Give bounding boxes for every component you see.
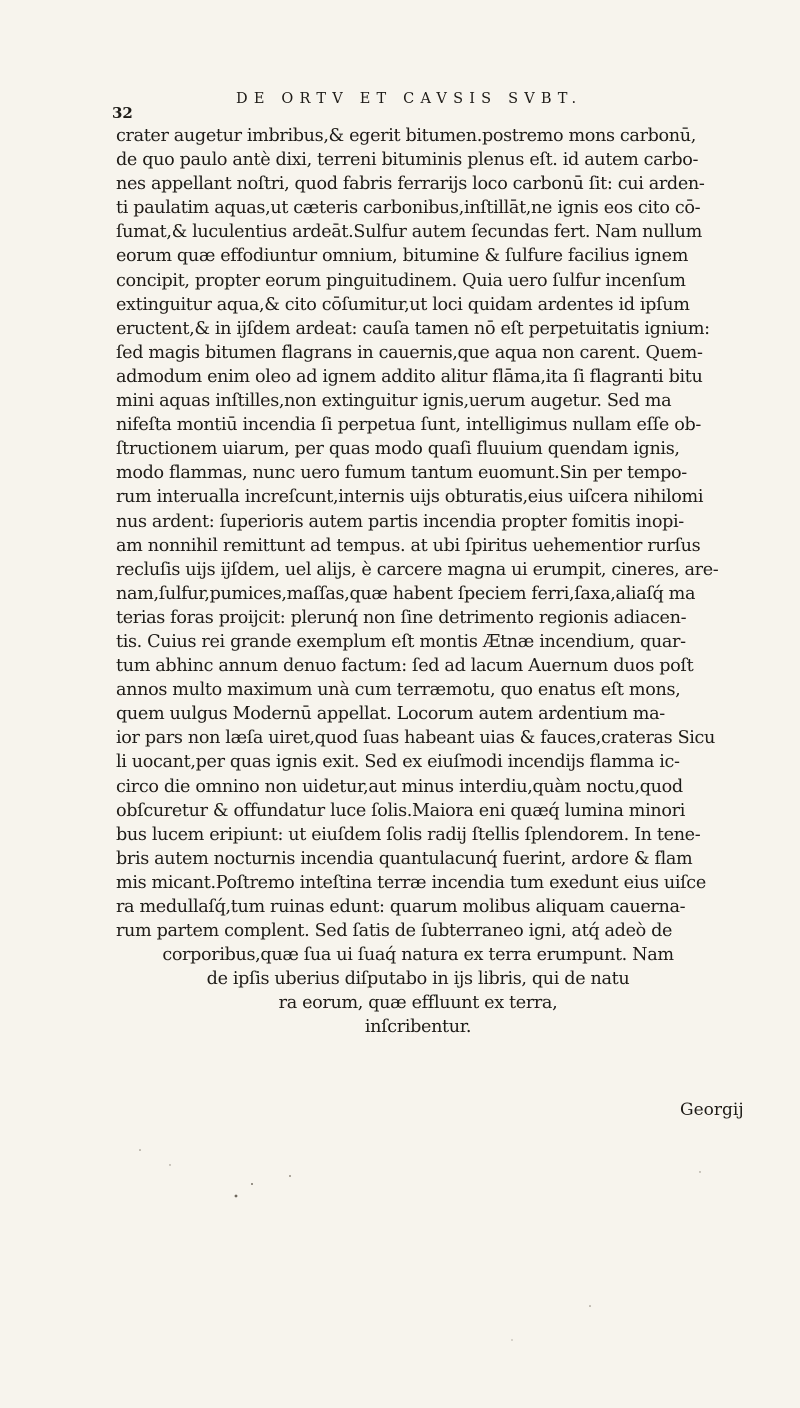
text-line: extinguitur aqua,& cito cōſumitur,ut loci quidam ardentes id ipſum <box>116 294 690 315</box>
text-line-centered: inſcribentur. <box>364 1017 472 1038</box>
text-line: bus lucem eripiunt: ut eiuſdem ſolis radij ſtellis ſplendorem. In tene- <box>116 824 701 845</box>
text-line: de quo paulo antè dixi, terreni bituminis plenus eſt. id autem carbo- <box>116 150 699 171</box>
text-line: annos multo maximum unà cum terræmotu, quo enatus eſt mons, <box>116 680 681 701</box>
text-line: tis. Cuius rei grande exemplum eſt montis Ætnæ incendium, quar- <box>116 631 686 652</box>
text-line: nifeſta montiū incendia ſi perpetua ſunt, intelligimus nullam eſſe ob- <box>116 415 701 436</box>
text-line: eorum quæ effodiuntur omnium, bitumine & ſulfure facilius ignem <box>116 246 689 267</box>
text-line: obſcuretur & offundatur luce ſolis.Maiora eni quæq́ lumina minori <box>116 800 685 821</box>
text-line: ra medullaſq́,tum ruinas edunt: quarum molibus aliquam cauerna- <box>116 897 686 917</box>
text-line: mini aquas inſtilles,non extinguitur ignis,uerum augetur. Sed ma <box>116 391 672 412</box>
text-line: eructent,& in ijſdem ardeat: cauſa tamen nō eſt perpetuitatis ignium: <box>116 318 710 339</box>
text-line: am nonnihil remittunt ad tempus. at ubi ſpiritus uehementior rurſus <box>116 535 701 556</box>
text-line: ior pars non læſa uiret,quod ſuas habeant uias & fauces,crateras Sicu <box>116 728 716 749</box>
text-line: ſed magis bitumen flagrans in cauernis,que aqua non carent. Quem- <box>116 342 703 363</box>
text-line: admodum enim oleo ad ignem addito alitur flāma,ita ſi flagranti bitu <box>116 366 703 387</box>
text-line: nes appellant noſtri, quod fabris ferrarijs loco carbonū ſit: cui arden- <box>116 174 705 195</box>
text-line: rum interualla increſcunt,internis uijs obturatis,eius uiſcera nihilomi <box>116 487 704 508</box>
text-line: tum abhinc annum denuo factum: ſed ad lacum Auernum duos poſt <box>116 656 694 677</box>
body-text <box>116 124 720 1040</box>
text-line: terias foras proijcit: plerunq́ non ſine detrimento regionis adiacen- <box>116 607 687 628</box>
text-line: ſtructionem uiarum, per quas modo quaſi fluuium quendam ignis, <box>116 439 680 460</box>
catchword: Georgij <box>680 1100 744 1120</box>
text-line: quem uulgus Modernū appellat. Locorum autem ardentium ma- <box>116 704 665 725</box>
text-line: ti paulatim aquas,ut cæteris carbonibus,inſtillāt,ne ignis eos cito cō- <box>116 198 701 219</box>
text-line: concipit, propter eorum pinguitudinem. Quia uero ſulfur incenſum <box>116 270 686 291</box>
page-header <box>0 88 800 122</box>
text-line-centered: corporibus,quæ ſua ui ſuaq́ natura ex terra erumpunt. Nam <box>162 945 674 966</box>
running-head: DE ORTV ET CAVSIS SVBT. <box>236 91 583 107</box>
text-line: nus ardent: ſuperioris autem partis incendia propter fomitis inopi- <box>116 511 684 532</box>
text-line: bris autem nocturnis incendia quantulacunq́ fuerint, ardore & flam <box>116 848 693 869</box>
text-line: ſumat,& luculentius ardeāt.Sulfur autem ſecundas fert. Nam nullum <box>116 222 702 243</box>
text-line-centered: de ipſis uberius diſputabo in ijs libris, qui de natu <box>206 969 630 990</box>
text-line: recluſis uijs ijſdem, uel alijs, è carcere magna ui erumpit, cineres, are- <box>116 559 719 580</box>
text-line: modo flammas, nunc uero fumum tantum euomunt.Sin per tempo- <box>116 463 687 484</box>
text-line: mis micant.Poſtremo inteſtina terræ incendia tum exedunt eius uiſce <box>116 872 706 893</box>
page-number: 32 <box>112 104 133 122</box>
text-line: li uocant,per quas ignis exit. Sed ex eiuſmodi incendijs flamma ic- <box>116 752 680 773</box>
text-line: rum partem complent. Sed ſatis de ſubterraneo igni, atq́ adeò de <box>116 921 673 942</box>
text-line-centered: ra eorum, quæ effluunt ex terra, <box>278 993 558 1014</box>
text-line: crater augetur imbribus,& egerit bitumen.postremo mons carbonū, <box>116 126 696 146</box>
text-line: circo die omnino non uidetur,aut minus interdiu,quàm noctu,quod <box>116 776 683 797</box>
text-line: nam,ſulfur,pumices,maſſas,quæ habent ſpeciem ferri,ſaxa,aliaſq́ ma <box>116 583 696 604</box>
